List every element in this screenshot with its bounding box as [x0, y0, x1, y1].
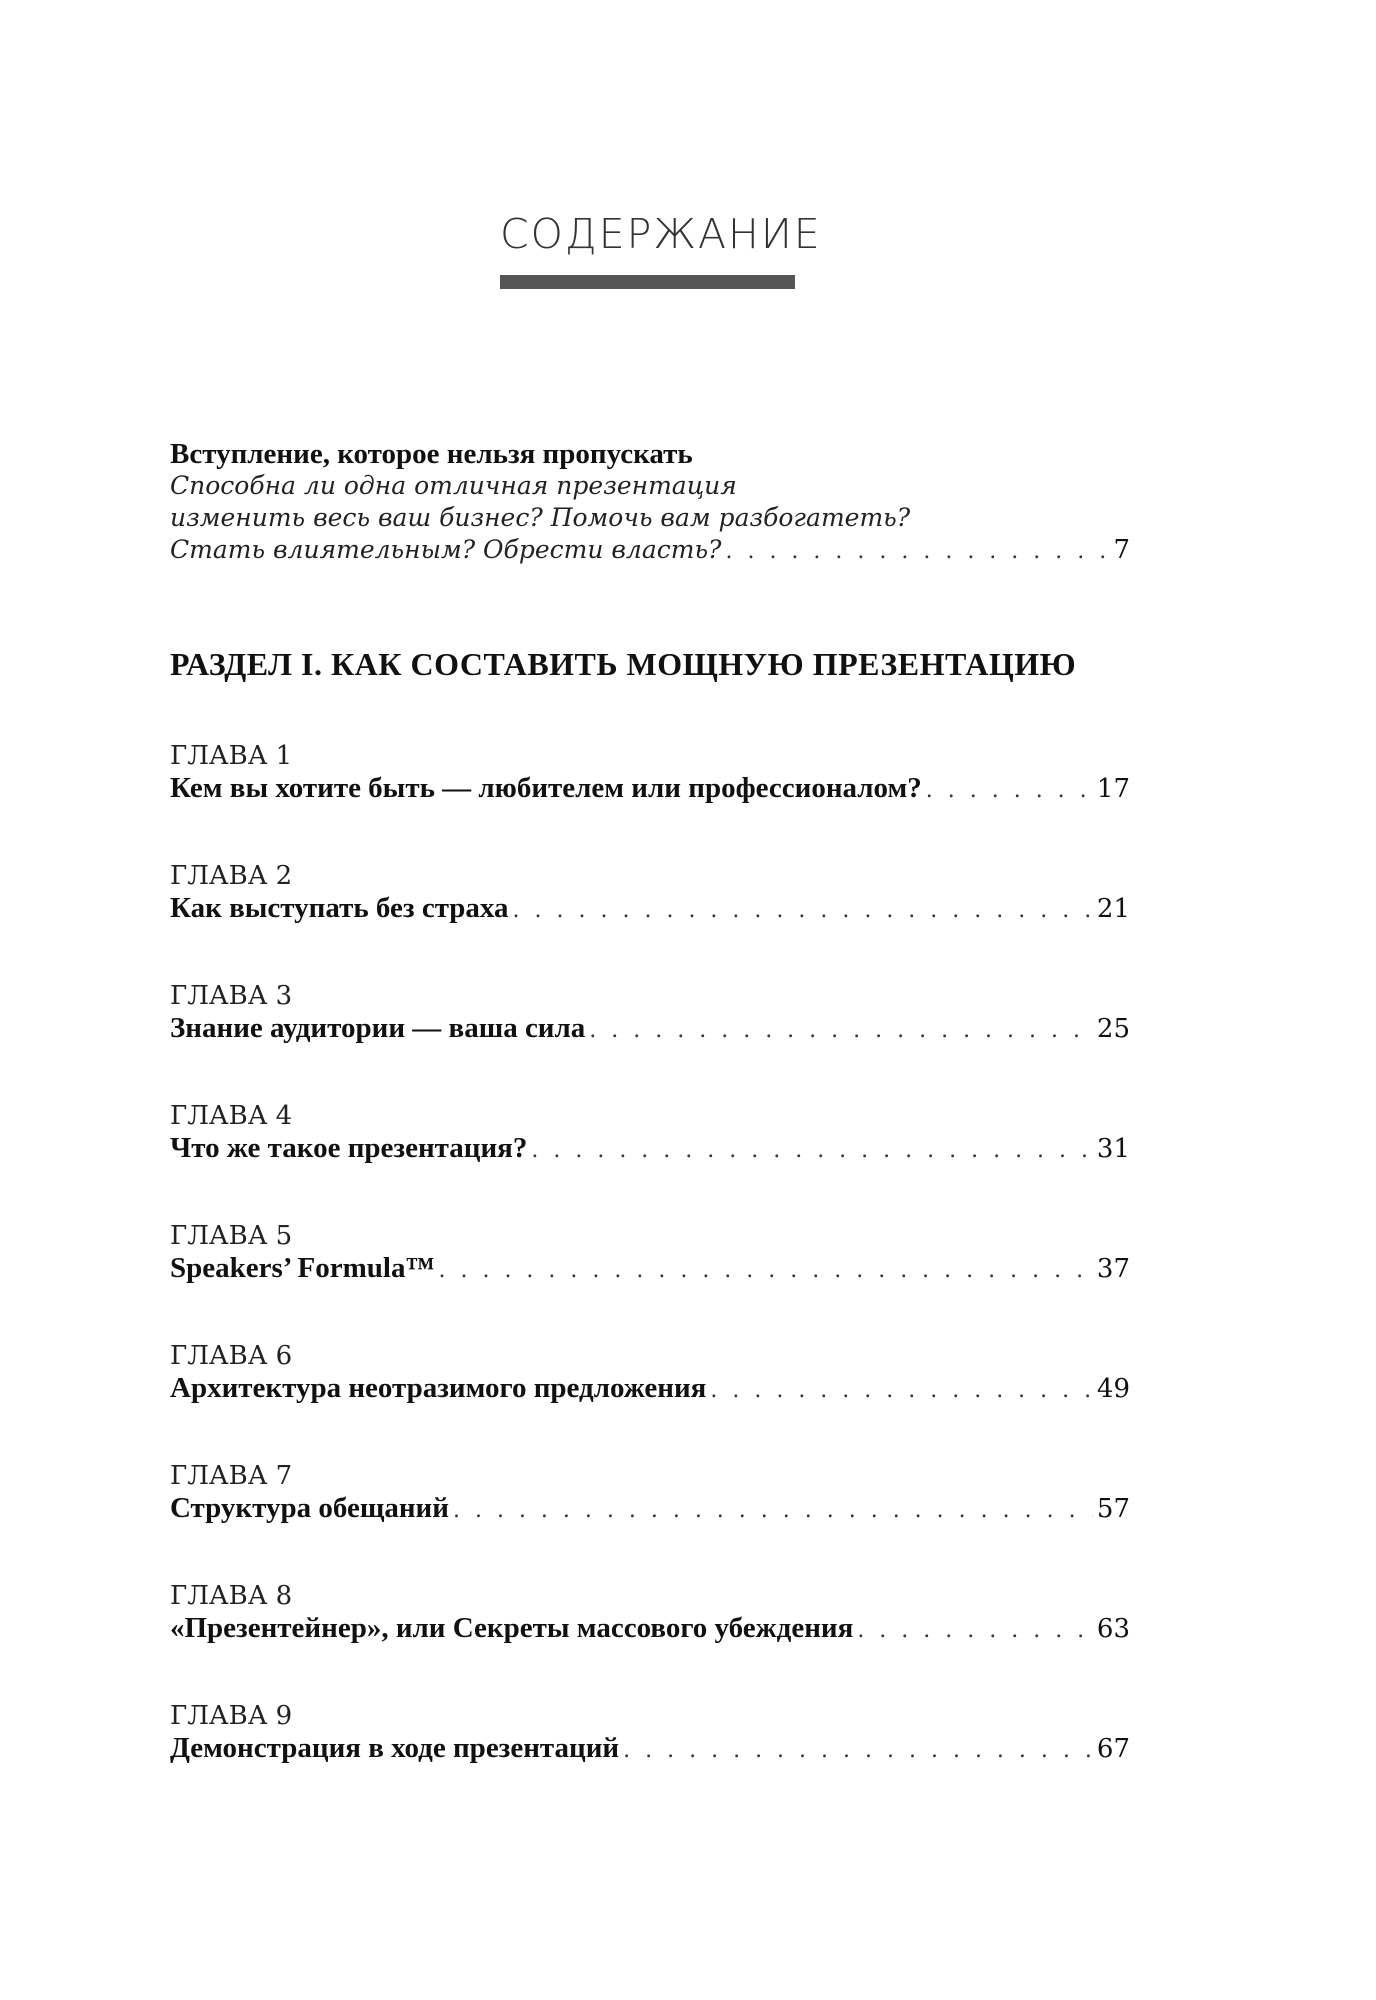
toc-entry-intro[interactable]	[170, 438, 1130, 566]
chapter-title: Кем вы хотите быть — любителем или профессионалом?	[170, 772, 922, 804]
chapter-label: ГЛАВА 4	[170, 1101, 293, 1131]
chapter-title: Демонстрация в ходе презентаций	[170, 1732, 620, 1764]
page-number: 57	[1096, 1494, 1130, 1524]
chapter-line	[170, 1372, 1130, 1404]
toc-entry-chapter-4[interactable]	[170, 1100, 1130, 1164]
chapter-line	[170, 1612, 1130, 1644]
chapter-title: Что же такое презентация?	[170, 1132, 528, 1164]
chapter-title: Структура обещаний	[170, 1492, 449, 1524]
chapter-line	[170, 892, 1130, 924]
chapter-label: ГЛАВА 8	[170, 1581, 293, 1611]
chapter-line	[170, 1012, 1130, 1044]
chapter-line	[170, 1492, 1130, 1524]
page-number: 63	[1096, 1614, 1130, 1644]
leader-dots	[926, 778, 1093, 803]
page-number: 25	[1096, 1014, 1130, 1044]
chapter-label: ГЛАВА 6	[170, 1341, 293, 1371]
chapter-line	[170, 1252, 1130, 1284]
page-number: 7	[1113, 535, 1130, 565]
intro-title: Вступление, которое нельзя пропускать	[170, 438, 693, 470]
leader-dots	[513, 898, 1093, 923]
page-number: 31	[1096, 1134, 1130, 1164]
page-number: 21	[1096, 894, 1130, 924]
toc-entry-chapter-8[interactable]	[170, 1580, 1130, 1644]
chapter-title: Как выступать без страха	[170, 892, 509, 924]
page-number: 49	[1096, 1374, 1130, 1404]
title-underline	[500, 275, 795, 289]
chapter-line	[170, 772, 1130, 804]
chapter-label: ГЛАВА 1	[170, 741, 293, 771]
leader-dots	[857, 1618, 1093, 1643]
title-block	[500, 204, 822, 289]
toc-entry-chapter-3[interactable]	[170, 980, 1130, 1044]
chapter-title: Speakers’ Formula™	[170, 1252, 435, 1284]
toc-entry-chapter-9[interactable]	[170, 1700, 1130, 1764]
section-heading: РАЗДЕЛ I. КАК СОСТАВИТЬ МОЩНУЮ ПРЕЗЕНТАЦИЮ	[170, 646, 1077, 682]
leader-dots	[589, 1018, 1093, 1043]
chapter-label: ГЛАВА 3	[170, 981, 293, 1011]
chapter-line	[170, 1132, 1130, 1164]
leader-dots	[438, 1258, 1092, 1283]
toc-entry-chapter-7[interactable]	[170, 1460, 1130, 1524]
chapter-title: «Презентейнер», или Секреты массового убеждения	[170, 1612, 854, 1644]
toc-entry-chapter-2[interactable]	[170, 860, 1130, 924]
leader-dots	[710, 1378, 1093, 1403]
chapter-line	[170, 1732, 1130, 1764]
chapter-title: Архитектура неотразимого предложения	[170, 1372, 707, 1404]
intro-subtitle-line: Стать влиятельным? Обрести власть?	[170, 535, 722, 564]
leader-dots	[725, 539, 1109, 564]
leader-dots	[623, 1738, 1093, 1763]
intro-last-line	[170, 534, 1130, 566]
toc-entry-chapter-6[interactable]	[170, 1340, 1130, 1404]
leader-dots	[453, 1498, 1093, 1523]
page-number: 37	[1096, 1254, 1130, 1284]
chapter-label: ГЛАВА 9	[170, 1701, 293, 1731]
chapter-label: ГЛАВА 5	[170, 1221, 293, 1251]
page-number: 17	[1096, 774, 1130, 804]
page-title: СОДЕРЖАНИЕ	[500, 210, 822, 258]
toc-entry-chapter-5[interactable]	[170, 1220, 1130, 1284]
leader-dots	[531, 1138, 1093, 1163]
intro-subtitle-line: изменить весь ваш бизнес? Помочь вам разбогатеть?	[170, 503, 911, 532]
chapter-label: ГЛАВА 2	[170, 861, 293, 891]
chapter-label: ГЛАВА 7	[170, 1461, 293, 1491]
page-number: 67	[1096, 1734, 1130, 1764]
intro-subtitle-line: Способна ли одна отличная презентация	[170, 471, 737, 500]
toc-entry-chapter-1[interactable]	[170, 740, 1130, 804]
chapter-title: Знание аудитории — ваша сила	[170, 1012, 586, 1044]
